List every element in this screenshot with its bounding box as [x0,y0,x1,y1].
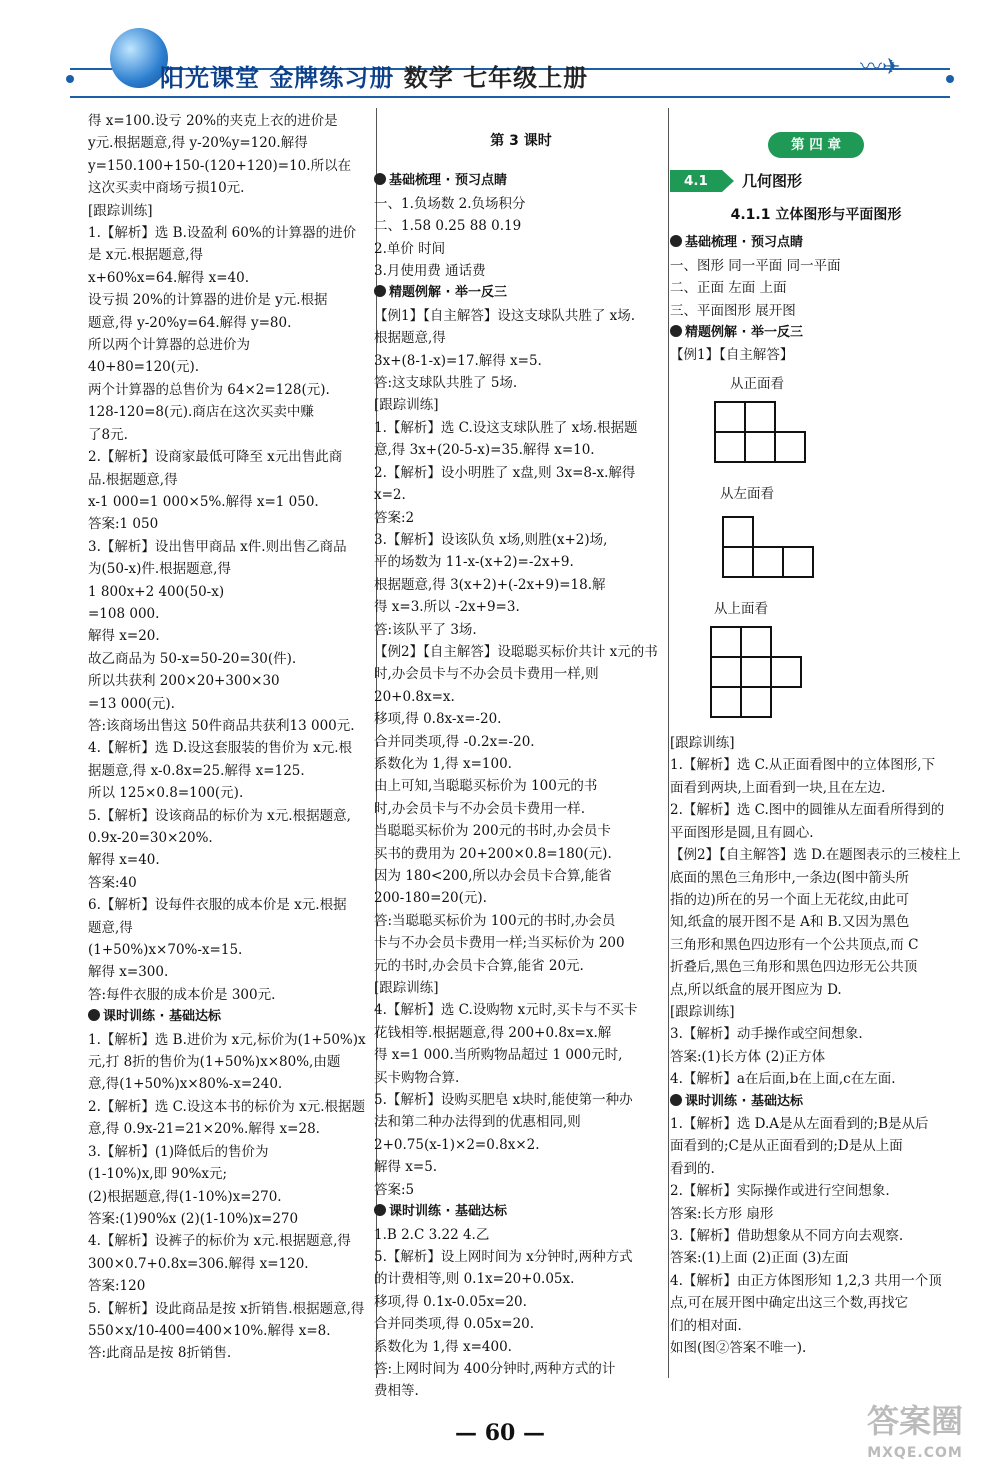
text-line: 3.【解析】设该队负 x场,则胜(x+2)场, [374,531,608,548]
text-line: 底面的黑色三角形中,一条边(图中箭头所 [670,869,910,886]
column-right [670,110,962,1359]
subsection-title: 4.1.1 立体图形与平面图形 [730,207,902,223]
text-line: x-1 000=1 000×5%.解得 x=1 050. [88,493,319,510]
text-line: 花钱相等.根据题意,得 200+0.8x=x.解 [374,1024,612,1041]
top-view-cell [710,626,742,658]
text-line: 时,办会员卡与不办会员卡费用一样. [374,800,586,817]
text-line: 3.【解析】(1)降低后的售价为 [88,1143,269,1160]
title-main: 阳光课堂 [160,64,260,92]
column-left [88,110,378,1365]
text-line: 答:这支球队共胜了 5场. [374,375,518,392]
text-line: 3x+(8-1-x)=17.解得 x=5. [374,352,542,369]
watermark-url: MXQE.COM [867,1445,963,1461]
text-line: 答案:40 [88,874,137,891]
text-line: 如图(图②答案不唯一). [670,1340,807,1357]
text-line: 4.【解析】选 D.设这套服装的售价为 x元.根 [88,740,353,757]
text-line: 解得 x=300. [88,964,169,981]
text-line: 5.【解析】设购买肥皂 x块时,能使第一种办 [374,1092,633,1109]
text-line: 2.【解析】实际操作或进行空间想象. [670,1183,890,1200]
front-view-figure [714,395,962,471]
text-line: 【例2】【自主解答】选 D.在题图表示的三棱柱上 [670,847,961,864]
text-line: 550×x/10-400=400×10%.解得 x=8. [88,1322,331,1339]
section-heading: 精题例解 · 举一反三 [670,322,962,344]
text-line: 128-120=8(元).商店在这次买卖中赚 [88,404,314,421]
text-line: 点,所以纸盒的展开图应为 D. [670,981,842,998]
text-line: 看到的. [670,1160,715,1177]
front-view-cell [774,431,806,463]
top-view-cell [770,656,802,688]
text-line: 当聪聪买标价为 200元的书时,办会员卡 [374,823,611,840]
grade-label: 七年级上册 [463,64,589,92]
text-line: 根据题意,得 3(x+2)+(-2x+9)=18.解 [374,576,606,593]
text-line: 所以两个计算器的总进价为 [88,337,250,354]
text-line: 题意,得 [88,919,133,936]
left-view-cell [782,546,814,578]
text-line: 答案:5 [374,1181,415,1198]
text-line: 意,得 3x+(20-5-x)=35.解得 x=10. [374,442,595,459]
text-line: 二、1.58 0.25 88 0.19 [374,218,522,235]
text-line: 所以 125×0.8=100(元). [88,785,244,802]
text-line: 了8元. [88,426,128,443]
text-line: [跟踪训练] [374,980,439,997]
column-right-body-a [670,232,962,366]
text-line: 指的边)所在的另一个面上无花纹,由此可 [670,891,910,908]
text-line: 答案:120 [88,1278,146,1295]
bullet-icon [374,285,386,297]
text-line: (2)根据题意,得(1-10%)x=270. [88,1188,282,1205]
text-line: 4.【解析】由正方体图形知 1,2,3 共用一个顶 [670,1272,942,1289]
text-line: 答案:(1)上面 (2)正面 (3)左面 [670,1250,849,1267]
bullet-icon [374,1204,386,1216]
text-line: 面看到的;C是从正面看到的;D是从上面 [670,1138,903,1155]
text-line: 故乙商品为 50-x=50-20=30(件). [88,650,297,667]
text-line: 一、1.负场数 2.负场积分 [374,195,526,212]
section-heading: 课时训练 · 基础达标 [670,1091,962,1113]
text-line: 根据题意,得 [374,330,446,347]
page-header [70,28,960,100]
text-line: 1 800x+2 400(50-x) [88,583,225,600]
lesson-title: 第 3 课时 [490,133,552,149]
section-heading: 基础梳理 · 预习点睛 [670,232,962,254]
text-line: (1-10%)x,即 90%x元; [88,1166,228,1183]
text-line: 折叠后,黑色三角形和黑色四边形无公共顶 [670,959,918,976]
text-line: 答:当聪聪买标价为 100元的书时,办会员 [374,912,616,929]
text-line: 2.【解析】选 C.设这本书的标价为 x元.根据题 [88,1098,366,1115]
left-view-cell [752,546,784,578]
text-line: 面看到两块,上面看到一块,且在左边. [670,779,886,796]
text-line: 【例1】【自主解答】设这支球队共胜了 x场. [374,307,636,324]
text-line: 答:此商品是按 8折销售. [88,1345,232,1362]
watermark-text: 答案圈 [866,1402,963,1440]
text-line: 答:上网时间为 400分钟时,两种方式的计 [374,1360,616,1377]
text-line: 元的书时,办会员卡合算,能省 20元. [374,957,584,974]
text-line: 二、正面 左面 上面 [670,280,787,297]
text-line: 答案:2 [374,509,415,526]
text-line: 答:每件衣服的成本价是 300元. [88,986,276,1003]
text-line: 因为 180<200,所以办会员卡合算,能省 [374,868,612,884]
text-line: 4.【解析】选 C.设购物 x元时,买卡与不买卡 [374,1002,638,1019]
text-line: 1.【解析】选 C.设这支球队胜了 x场.根据题 [374,419,638,436]
text-line: 为(50-x)件.根据题意,得 [88,561,231,578]
text-line: 答:该队平了 3场. [374,621,477,638]
text-line: 答:该商场出售这 50件商品共获利13 000元. [88,717,355,734]
text-line: 6.【解析】设每件衣服的成本价是 x元.根据 [88,897,347,914]
front-view-cell [744,401,776,433]
text-line: 2.单价 时间 [374,240,446,257]
column-divider [668,108,669,1378]
text-line: 题意,得 y-20%y=64.解得 y=80. [88,314,292,331]
title-sub: 金牌练习册 [269,64,395,92]
text-line: 1.【解析】选 C.从正面看图中的立体图形,下 [670,757,936,774]
text-line: 【例2】【自主解答】设聪聪买标价共计 x元的书 [374,643,658,660]
book-title [160,58,588,93]
text-line: 解得 x=40. [88,852,160,869]
text-line: 意,得 0.9x-21=21×20%.解得 x=28. [88,1121,320,1138]
bullet-icon [88,1009,100,1021]
text-line: 意,得(1+50%)x×80%-x=240. [88,1076,283,1093]
text-line: 系数化为 1,得 x=400. [374,1338,512,1355]
text-line: =108 000. [88,605,160,622]
text-line: 5.【解析】设上网时间为 x分钟时,两种方式 [374,1248,633,1265]
text-line: [跟踪训练] [670,735,735,752]
chapter-badge: 第 四 章 [768,132,864,158]
text-line: 设亏损 20%的计算器的进价是 y元.根据 [88,292,328,309]
text-line: 两个计算器的总售价为 64×2=128(元). [88,381,330,398]
text-line: x+60%x=64.解得 x=40. [88,269,250,286]
bullet-icon [670,235,682,247]
text-line: 卡与不办会员卡费用一样;当买标价为 200 [374,935,625,952]
top-view-cell [740,656,772,688]
view-top-label: 从上面看 [714,600,768,617]
subject-label: 数学 [403,64,454,92]
text-line: 知,纸盒的展开图不是 A和 B.又因为黑色 [670,914,910,931]
text-line: [跟踪训练] [670,1003,735,1020]
text-line: 解得 x=5. [374,1159,438,1176]
section-heading: 课时训练 · 基础达标 [374,1201,668,1223]
left-view-cell [722,516,754,548]
top-view-cell [710,686,742,718]
section-heading: 课时训练 · 基础达标 [88,1006,378,1028]
top-view-cell [740,626,772,658]
text-line: 买书的费用为 20+200×0.8=180(元). [374,845,612,862]
text-line: [跟踪训练] [88,202,153,219]
text-line: 解得 x=20. [88,628,160,645]
column-right-body-b [670,732,962,1359]
text-line: 元,打 8折的售价为(1+50%)x×80%,由题 [88,1054,341,1071]
text-line: 5.【解析】设此商品是按 x折销售.根据题意,得 [88,1300,365,1317]
text-line: 品.根据题意,得 [88,471,178,488]
front-view-cell [744,431,776,463]
text-line: 【例1】【自主解答】 [670,347,794,364]
text-line: 一、图形 同一平面 同一平面 [670,257,841,274]
text-line: 们的相对面. [670,1317,742,1334]
text-line: 2+0.75(x-1)×2=0.8x×2. [374,1136,540,1153]
text-line: 1.B 2.C 3.22 4.乙 [374,1226,490,1243]
text-line: 平的场数为 11-x-(x+2)=-2x+9. [374,554,574,571]
section-heading: 精题例解 · 举一反三 [374,282,668,304]
top-view-figure [710,620,962,728]
text-line: 得 x=100.设亏 20%的夹克上衣的进价是 [88,113,338,129]
text-line: 平面图形是圆,且有圆心. [670,824,814,841]
watermark [840,1402,990,1475]
text-line: 0.9x-20=30×20%. [88,830,213,846]
text-line: 3.【解析】动手操作或空间想象. [670,1026,863,1043]
section-name: 几何图形 [742,172,803,190]
text-line: 得 x=1 000.当所购物品超过 1 000元时, [374,1047,623,1064]
text-line: 买卡购物合算. [374,1069,460,1086]
text-line: 答案:1 050 [88,516,159,533]
bullet-icon [374,173,386,185]
text-line: 系数化为 1,得 x=100. [374,755,512,772]
text-line: 5.【解析】设该商品的标价为 x元.根据题意, [88,807,351,824]
text-line: 法和第二种办法得到的优惠相同,则 [374,1114,581,1131]
text-line: x=2. [374,487,406,504]
header-dot-left [66,75,74,83]
text-line: 3.月使用费 通话费 [374,263,486,280]
text-line: 得 x=3.所以 -2x+9=3. [374,599,520,616]
text-line: 1.【解析】选 D.A是从左面看到的;B是从后 [670,1115,929,1132]
column-middle-body [374,170,668,1402]
left-view-figure [722,506,962,582]
left-view-cell [722,546,754,578]
text-line: y元.根据题意,得 y-20%y=120.解得 [88,135,308,152]
text-line: 据题意,得 x-0.8x=25.解得 x=125. [88,762,305,779]
bullet-icon [670,325,682,337]
view-left-label: 从左面看 [720,486,774,503]
text-line: 1.【解析】选 B.进价为 x元,标价为(1+50%)x [88,1031,366,1048]
front-view-cell [714,431,746,463]
bullet-icon [670,1094,682,1106]
text-line: 费相等. [374,1383,419,1400]
section-number: 4.1 [670,170,722,192]
text-line: 300×0.7+0.8x=306.解得 x=120. [88,1255,309,1272]
text-line: 20+0.8x=x. [374,688,455,705]
text-line: 所以共获利 200×20+300×30 [88,673,280,690]
section-heading: 基础梳理 · 预习点睛 [374,170,668,192]
text-line: 时,办会员卡与不办会员卡费用一样,则 [374,666,599,683]
top-view-cell [710,656,742,688]
text-line: 2.【解析】选 C.图中的圆锥从左面看所得到的 [670,802,945,819]
view-front-label: 从正面看 [730,375,784,392]
text-line: 200-180=20(元). [374,890,487,907]
text-line: 4.【解析】a在后面,b在上面,c在左面. [670,1071,896,1088]
text-line: 由上可知,当聪聪买标价为 100元的书 [374,778,598,795]
text-line: 2.【解析】设小明胜了 x盘,则 3x=8-x.解得 [374,464,636,481]
text-line: 3.【解析】设出售甲商品 x件.则出售乙商品 [88,538,347,555]
section-header [670,166,962,196]
text-line: 4.【解析】设裤子的标价为 x元.根据题意,得 [88,1233,351,1250]
text-line: 三、平面图形 展开图 [670,302,796,319]
text-line: 合并同类项,得 -0.2x=-20. [374,733,535,750]
text-line: 这次买卖中商场亏损10元. [88,180,245,197]
text-line: 3.【解析】借助想象从不同方向去观察. [670,1228,904,1244]
text-line: 是 x元.根据题意,得 [88,247,203,264]
text-line: 2.【解析】设商家最低可降至 x元出售此商 [88,449,343,466]
text-line: [跟踪训练] [374,397,439,414]
front-view-cell [714,401,746,433]
text-line: 的计费相等,则 0.1x=20+0.05x. [374,1271,575,1288]
text-line: =13 000(元). [88,695,175,712]
text-line: 三角形和黑色四边形有一个公共顶点,而 C [670,936,919,953]
text-line: 答案:(1)长方体 (2)正方体 [670,1048,826,1065]
text-line: 点,可在展开图中确定出这三个数,再找它 [670,1295,909,1312]
text-line: y=150.100+150-(120+120)=10.所以在 [88,157,352,174]
bird-icon: 〰✈ [860,55,901,80]
page-number: — 60 — [455,1420,545,1446]
column-middle [374,110,668,1403]
text-line: 答案:长方形 扇形 [670,1205,774,1222]
text-line: (1+50%)x×70%-x=15. [88,942,243,959]
header-dot-right [946,75,954,83]
text-line: 移项,得 0.1x-0.05x=20. [374,1293,527,1310]
text-line: 合并同类项,得 0.05x=20. [374,1316,535,1333]
top-view-cell [740,686,772,718]
section-arrow-icon [722,170,734,192]
text-line: 移项,得 0.8x-x=-20. [374,711,502,728]
text-line: 40+80=120(元). [88,359,200,376]
text-line: 答案:(1)90%x (2)(1-10%)x=270 [88,1210,299,1227]
text-line: 1.【解析】选 B.设盈利 60%的计算器的进价 [88,225,357,242]
